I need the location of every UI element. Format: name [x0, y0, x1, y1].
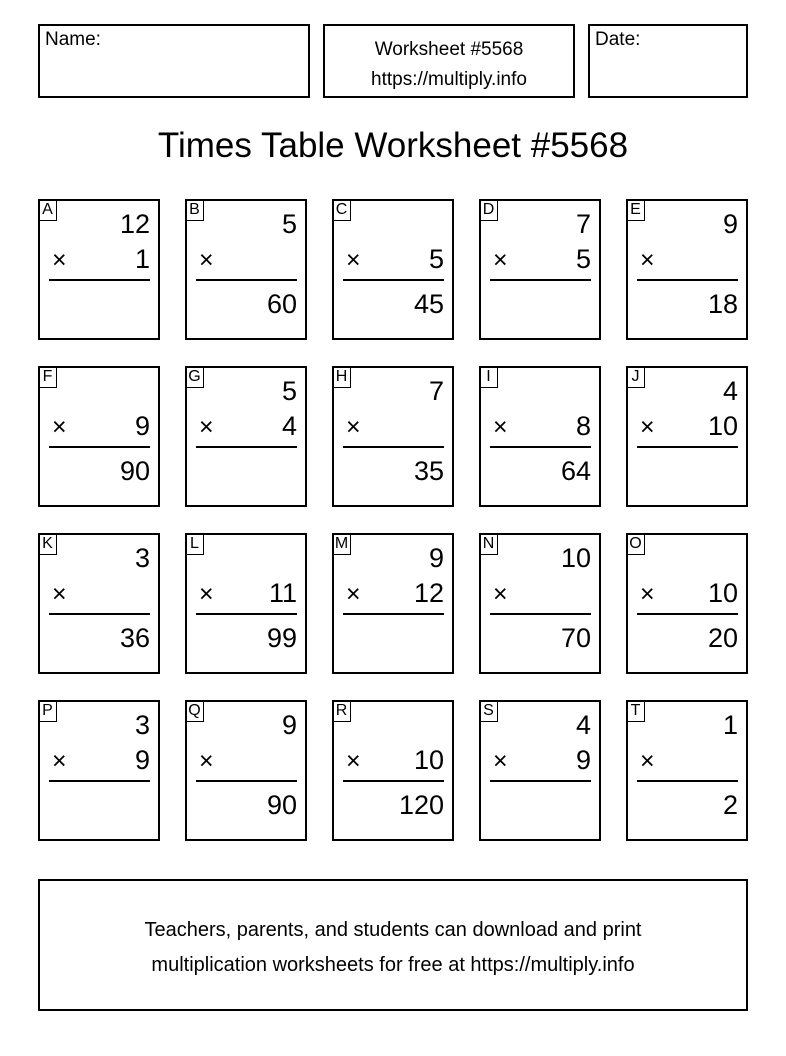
problem-letter: A — [38, 199, 57, 221]
multiplicand: 9 — [722, 209, 738, 239]
problem-letter: J — [626, 366, 645, 388]
multiplicand: 12 — [119, 209, 150, 239]
multiplicand: 9 — [281, 710, 297, 740]
times-sign: × — [640, 580, 655, 608]
product: 99 — [266, 623, 297, 653]
problem-card — [38, 533, 160, 674]
times-sign: × — [346, 413, 361, 441]
problem-card — [332, 199, 454, 340]
times-sign: × — [640, 413, 655, 441]
multiplier: 4 — [281, 411, 297, 441]
multiplier: 5 — [575, 244, 591, 274]
problem-card — [332, 366, 454, 507]
multiplier: 8 — [575, 411, 591, 441]
multiplicand: 4 — [722, 376, 738, 406]
problem-card — [38, 700, 160, 841]
times-sign: × — [199, 246, 214, 274]
problem-letter: S — [479, 700, 498, 722]
product: 90 — [266, 790, 297, 820]
date-label: Date: — [595, 29, 641, 50]
multiplicand: 5 — [281, 376, 297, 406]
problem-card — [479, 199, 601, 340]
answer-rule — [637, 446, 738, 448]
multiplicand: 1 — [722, 710, 738, 740]
problem-card — [479, 366, 601, 507]
website-text: https://multiply.info — [371, 69, 527, 90]
multiplier: 9 — [134, 745, 150, 775]
multiplicand: 9 — [428, 543, 444, 573]
times-sign: × — [199, 413, 214, 441]
problem-letter: N — [479, 533, 498, 555]
problem-letter: D — [479, 199, 498, 221]
problem-card — [479, 700, 601, 841]
answer-rule — [343, 446, 444, 448]
times-sign: × — [199, 580, 214, 608]
times-sign: × — [52, 580, 67, 608]
worksheet-info-box — [323, 24, 575, 98]
product: 70 — [560, 623, 591, 653]
times-sign: × — [52, 246, 67, 274]
answer-rule — [490, 279, 591, 281]
problem-card — [38, 199, 160, 340]
problem-card — [185, 199, 307, 340]
problem-card — [332, 533, 454, 674]
answer-rule — [490, 446, 591, 448]
problem-letter: K — [38, 533, 57, 555]
times-sign: × — [346, 246, 361, 274]
answer-rule — [637, 780, 738, 782]
times-sign: × — [493, 580, 508, 608]
multiplier: 9 — [134, 411, 150, 441]
footer-text-line-1: Teachers, parents, and students can download and print — [144, 919, 642, 941]
problem-card — [626, 199, 748, 340]
problem-letter: Q — [185, 700, 204, 722]
problem-letter: B — [185, 199, 204, 221]
multiplier: 10 — [413, 745, 444, 775]
answer-rule — [490, 613, 591, 615]
problem-card — [38, 366, 160, 507]
multiplicand: 7 — [575, 209, 591, 239]
product: 45 — [413, 289, 444, 319]
problem-letter: I — [479, 366, 498, 388]
answer-rule — [49, 446, 150, 448]
problem-letter: R — [332, 700, 351, 722]
multiplicand: 10 — [560, 543, 591, 573]
answer-rule — [196, 613, 297, 615]
product: 20 — [707, 623, 738, 653]
multiplier: 10 — [707, 578, 738, 608]
problem-letter: H — [332, 366, 351, 388]
footer-box — [38, 879, 748, 1011]
answer-rule — [637, 613, 738, 615]
answer-rule — [637, 279, 738, 281]
answer-rule — [196, 780, 297, 782]
times-sign: × — [346, 747, 361, 775]
footer-text-line-2: multiplication worksheets for free at https://multiply.info — [151, 954, 635, 976]
problem-letter: P — [38, 700, 57, 722]
multiplier: 10 — [707, 411, 738, 441]
multiplier: 5 — [428, 244, 444, 274]
name-field-box — [38, 24, 310, 98]
product: 35 — [413, 456, 444, 486]
multiplicand: 7 — [428, 376, 444, 406]
answer-rule — [49, 279, 150, 281]
multiplicand: 5 — [281, 209, 297, 239]
worksheet-id-text: Worksheet #5568 — [374, 39, 524, 60]
multiplier: 1 — [134, 244, 150, 274]
product: 60 — [266, 289, 297, 319]
problem-letter: F — [38, 366, 57, 388]
times-sign: × — [52, 747, 67, 775]
problem-letter: E — [626, 199, 645, 221]
problem-letter: T — [626, 700, 645, 722]
answer-rule — [490, 780, 591, 782]
multiplicand: 4 — [575, 710, 591, 740]
product: 36 — [119, 623, 150, 653]
answer-rule — [49, 780, 150, 782]
problem-card — [185, 700, 307, 841]
product: 64 — [560, 456, 591, 486]
multiplier: 12 — [413, 578, 444, 608]
product: 18 — [707, 289, 738, 319]
answer-rule — [196, 446, 297, 448]
problem-card — [185, 366, 307, 507]
page-title: Times Table Worksheet #5568 — [157, 126, 629, 165]
problem-card — [479, 533, 601, 674]
times-sign: × — [199, 747, 214, 775]
problem-letter: L — [185, 533, 204, 555]
product: 2 — [722, 790, 738, 820]
answer-rule — [196, 279, 297, 281]
answer-rule — [49, 613, 150, 615]
product: 90 — [119, 456, 150, 486]
problem-letter: M — [332, 533, 351, 555]
times-sign: × — [493, 747, 508, 775]
multiplier: 9 — [575, 745, 591, 775]
problem-card — [185, 533, 307, 674]
times-sign: × — [640, 747, 655, 775]
problem-card — [626, 533, 748, 674]
problem-card — [332, 700, 454, 841]
multiplier: 11 — [268, 578, 297, 608]
times-sign: × — [493, 413, 508, 441]
times-sign: × — [346, 580, 361, 608]
multiplicand: 3 — [134, 710, 150, 740]
name-label: Name: — [45, 29, 101, 50]
problem-letter: C — [332, 199, 351, 221]
multiplicand: 3 — [134, 543, 150, 573]
answer-rule — [343, 780, 444, 782]
date-field-box — [588, 24, 748, 98]
answer-rule — [343, 613, 444, 615]
problem-card — [626, 366, 748, 507]
answer-rule — [343, 279, 444, 281]
problem-letter: G — [185, 366, 204, 388]
times-sign: × — [52, 413, 67, 441]
times-sign: × — [640, 246, 655, 274]
times-sign: × — [493, 246, 508, 274]
problem-letter: O — [626, 533, 645, 555]
problem-card — [626, 700, 748, 841]
product: 120 — [398, 790, 444, 820]
